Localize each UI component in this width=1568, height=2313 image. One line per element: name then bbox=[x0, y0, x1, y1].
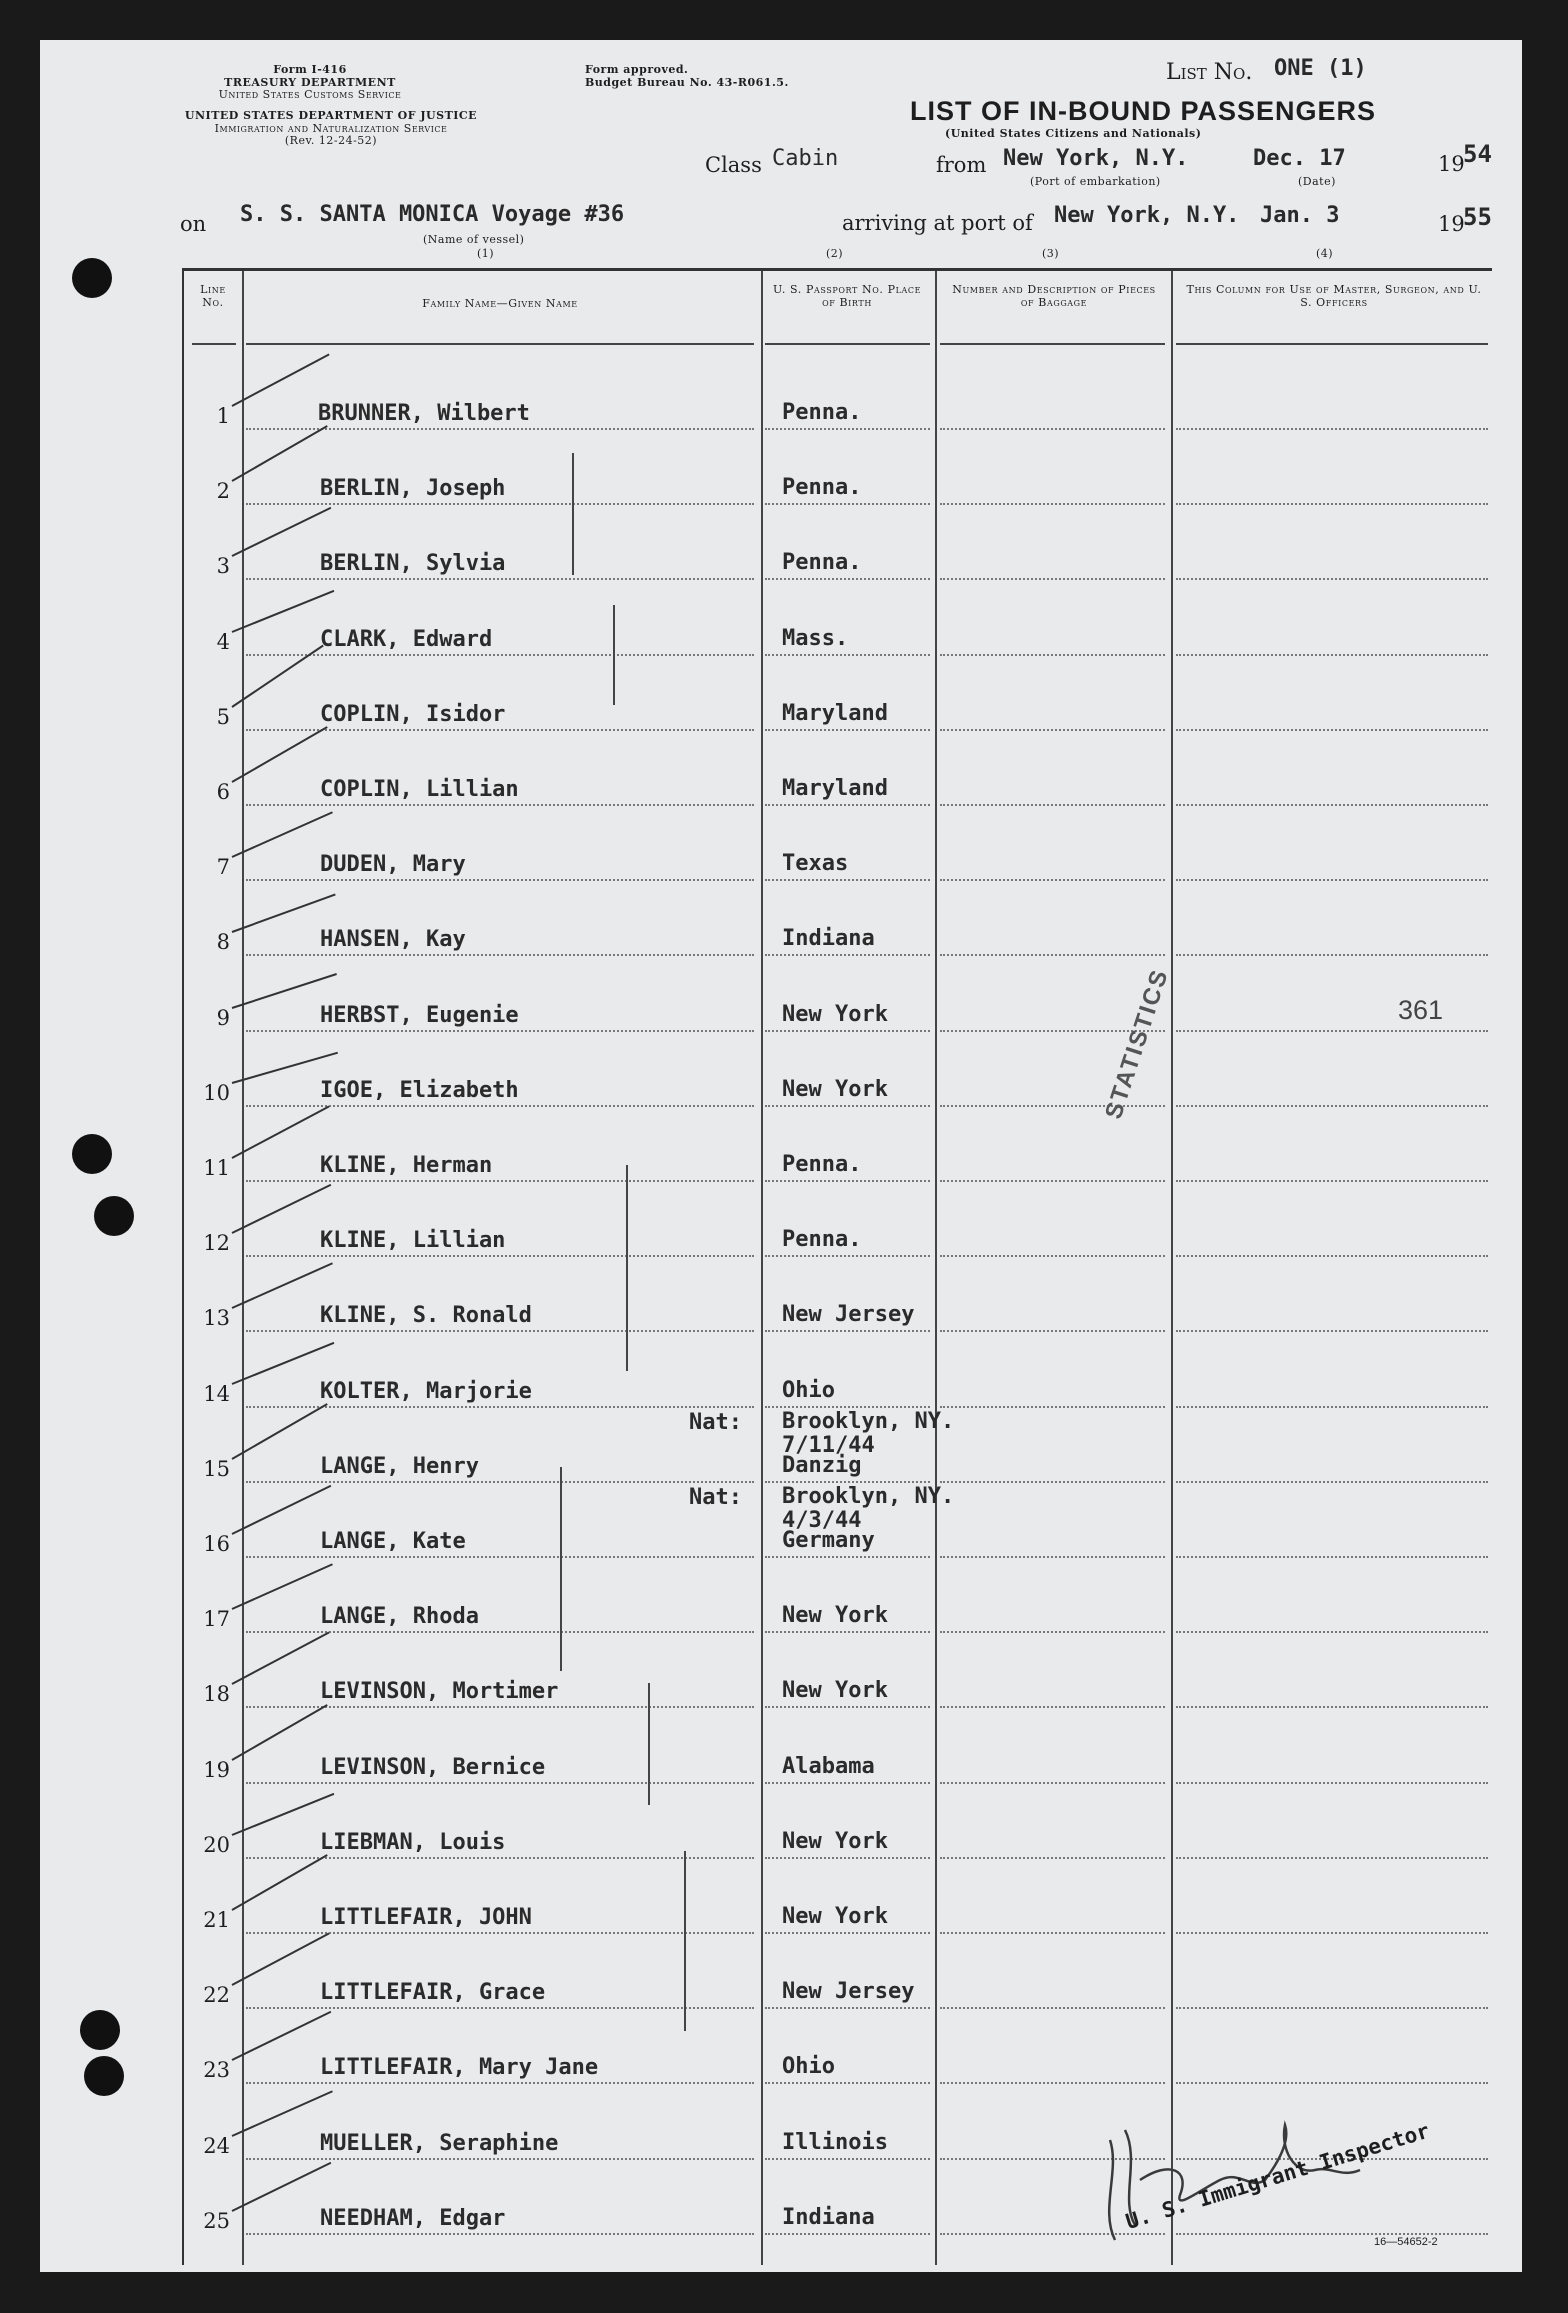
ins-service: Immigration and Naturalization Service bbox=[214, 121, 448, 135]
table-row bbox=[184, 430, 1492, 505]
arrival-year-prefix: 19 bbox=[1438, 212, 1465, 236]
treasury-dept: TREASURY DEPARTMENT bbox=[224, 75, 396, 89]
passenger-name: HANSEN, Kay bbox=[320, 927, 466, 953]
check-mark bbox=[232, 1485, 332, 1535]
approval-block bbox=[585, 64, 789, 89]
place-of-birth: Penna. bbox=[782, 475, 862, 501]
passenger-name: LEVINSON, Mortimer bbox=[320, 1679, 559, 1705]
place-of-birth: New York bbox=[782, 1904, 888, 1929]
revision: (Rev. 12-24-52) bbox=[284, 134, 378, 148]
table-row bbox=[184, 355, 1492, 430]
family-bracket bbox=[626, 1165, 628, 1371]
table-row bbox=[184, 656, 1492, 731]
check-mark bbox=[232, 507, 332, 557]
place-of-birth: Penna. bbox=[782, 550, 862, 576]
from-year-prefix: 19 bbox=[1438, 152, 1465, 176]
place-of-birth: Texas bbox=[782, 851, 849, 877]
passenger-name: LANGE, Kate bbox=[320, 1529, 466, 1554]
caption-3: (3) bbox=[1042, 247, 1060, 260]
line-number: 11 bbox=[203, 1156, 230, 1180]
check-mark bbox=[232, 2162, 332, 2212]
line-number: 1 bbox=[216, 404, 230, 428]
naturalization-label: Nat: bbox=[689, 1409, 742, 1435]
line-number: 16 bbox=[203, 1532, 230, 1556]
place-of-birth: Penna. bbox=[782, 1227, 862, 1253]
table-row bbox=[184, 1558, 1492, 1633]
table-row bbox=[184, 1633, 1492, 1708]
table-row bbox=[184, 1784, 1492, 1859]
line-number: 12 bbox=[203, 1231, 230, 1256]
table-row bbox=[184, 1333, 1492, 1408]
line-number: 7 bbox=[216, 855, 230, 880]
caption-2: (2) bbox=[826, 247, 844, 260]
line-number: 22 bbox=[203, 1983, 230, 2008]
place-of-birth: Penna. bbox=[782, 400, 862, 425]
line-number: 6 bbox=[216, 780, 230, 804]
check-mark bbox=[232, 1341, 335, 1384]
line-number: 9 bbox=[216, 1005, 230, 1030]
passenger-name: COPLIN, Isidor bbox=[320, 701, 506, 727]
customs-service: United States Customs Service bbox=[218, 88, 402, 102]
family-bracket bbox=[648, 1683, 650, 1805]
on-label: on bbox=[180, 212, 207, 236]
arrival-year: 55 bbox=[1463, 203, 1492, 231]
statistics-stamp: STATISTICS bbox=[1100, 965, 1175, 1123]
check-mark bbox=[232, 1933, 330, 1986]
passenger-name: NEEDHAM, Edgar bbox=[320, 2205, 506, 2231]
place-of-birth: Penna. bbox=[782, 1152, 862, 1177]
manifest-page bbox=[40, 40, 1522, 2272]
table-row bbox=[184, 881, 1492, 956]
naturalization-date: 4/3/44 bbox=[782, 1508, 862, 1533]
table-row bbox=[184, 1257, 1492, 1332]
passenger-name: LIEBMAN, Louis bbox=[320, 1829, 506, 1855]
table-row bbox=[184, 806, 1492, 881]
col-header-officers: This Column for Use of Master, Surgeon, and U. S. Officers bbox=[1186, 283, 1482, 310]
line-number: 14 bbox=[203, 1381, 230, 1406]
check-mark bbox=[232, 1632, 330, 1685]
passenger-name: LITTLEFAIR, Grace bbox=[320, 1980, 546, 2006]
table-row bbox=[184, 1483, 1492, 1558]
passenger-name: BERLIN, Joseph bbox=[320, 476, 506, 502]
line-number: 21 bbox=[203, 1908, 230, 1932]
check-mark bbox=[232, 2011, 332, 2061]
naturalization-date: 7/11/44 bbox=[782, 1432, 875, 1458]
line-number: 19 bbox=[203, 1757, 230, 1782]
col-header-baggage: Number and Description of Pieces of Baggage bbox=[952, 283, 1156, 310]
form-approved: Form approved. bbox=[585, 63, 689, 76]
check-mark bbox=[232, 726, 328, 783]
passenger-name: MUELLER, Seraphine bbox=[320, 2130, 559, 2156]
check-mark bbox=[232, 1854, 328, 1911]
check-mark bbox=[232, 589, 335, 632]
officer-note: 361 bbox=[1398, 994, 1444, 1025]
check-mark bbox=[232, 1184, 332, 1234]
check-mark bbox=[232, 1564, 333, 1611]
place-of-birth: Indiana bbox=[782, 926, 875, 952]
manifest-subtitle: (United States Citizens and Nationals) bbox=[945, 127, 1202, 140]
check-mark bbox=[232, 1105, 330, 1158]
inspector-caption: U. S. Immigrant Inspector bbox=[1122, 2118, 1433, 2234]
from-year: 54 bbox=[1463, 140, 1492, 168]
table-row bbox=[184, 1408, 1492, 1483]
naturalization-place: Brooklyn, NY. bbox=[782, 1408, 955, 1434]
place-of-birth: Alabama bbox=[782, 1753, 875, 1779]
class-label: Class bbox=[705, 153, 762, 177]
place-of-birth: Indiana bbox=[782, 2204, 875, 2230]
place-of-birth: New York bbox=[782, 1603, 888, 1629]
line-number: 18 bbox=[203, 1682, 230, 1707]
place-of-birth: New York bbox=[782, 1678, 888, 1704]
check-mark bbox=[232, 1704, 328, 1761]
naturalization-label: Nat: bbox=[689, 1485, 742, 1510]
place-of-birth: Maryland bbox=[782, 776, 888, 801]
passenger-name: BRUNNER, Wilbert bbox=[318, 401, 530, 426]
passenger-name: COPLIN, Lillian bbox=[320, 777, 519, 802]
list-no-value: ONE (1) bbox=[1274, 56, 1367, 81]
line-number: 24 bbox=[203, 2133, 230, 2158]
line-number: 13 bbox=[203, 1306, 230, 1331]
place-of-birth: Ohio bbox=[782, 1377, 835, 1403]
justice-block bbox=[176, 110, 486, 148]
place-of-birth: Maryland bbox=[782, 700, 888, 726]
line-number: 15 bbox=[203, 1456, 230, 1481]
place-of-birth: New York bbox=[782, 1076, 888, 1102]
line-number: 25 bbox=[203, 2208, 230, 2233]
line-number: 2 bbox=[216, 479, 230, 504]
place-of-birth: New York bbox=[782, 1001, 888, 1027]
table-row bbox=[184, 581, 1492, 656]
date-caption: (Date) bbox=[1298, 175, 1336, 188]
passenger-name: KLINE, Lillian bbox=[320, 1228, 506, 1254]
place-of-birth: Ohio bbox=[782, 2054, 835, 2080]
line-number: 5 bbox=[216, 704, 230, 729]
passenger-name: KLINE, S. Ronald bbox=[320, 1303, 532, 1329]
passenger-name: BERLIN, Sylvia bbox=[320, 551, 506, 577]
check-mark bbox=[232, 1403, 328, 1460]
manifest-title: LIST OF IN-BOUND PASSENGERS bbox=[910, 96, 1377, 126]
passenger-name: LANGE, Henry bbox=[320, 1453, 479, 1479]
arrival-port: New York, N.Y. bbox=[1054, 203, 1240, 228]
passenger-name: LITTLEFAIR, JOHN bbox=[320, 1905, 532, 1930]
from-label: from bbox=[936, 153, 987, 177]
punch-hole bbox=[94, 1196, 134, 1236]
table-row bbox=[184, 731, 1492, 806]
col-header-line-no: Line No. bbox=[200, 283, 226, 310]
place-of-birth: New Jersey bbox=[782, 1302, 915, 1328]
passenger-name: KOLTER, Marjorie bbox=[320, 1378, 532, 1404]
table-row bbox=[184, 1934, 1492, 2009]
from-port: New York, N.Y. bbox=[1003, 146, 1189, 171]
table-row bbox=[184, 1032, 1492, 1107]
line-number: 3 bbox=[216, 554, 230, 579]
check-mark bbox=[232, 353, 330, 406]
passenger-name: DUDEN, Mary bbox=[320, 852, 466, 878]
port-caption: (Port of embarkation) bbox=[1030, 175, 1161, 188]
check-mark bbox=[232, 2090, 333, 2137]
place-of-birth: Danzig bbox=[782, 1452, 862, 1478]
family-bracket bbox=[613, 605, 615, 705]
line-number: 20 bbox=[203, 1832, 230, 1857]
table-row bbox=[184, 957, 1492, 1032]
naturalization-place: Brooklyn, NY. bbox=[782, 1484, 955, 1509]
passenger-name: HERBST, Eugenie bbox=[320, 1002, 519, 1028]
table-row bbox=[184, 1709, 1492, 1784]
vessel-caption: (Name of vessel) bbox=[423, 233, 525, 246]
table-row bbox=[184, 2009, 1492, 2084]
form-number: Form I-416 bbox=[273, 63, 347, 76]
place-of-birth: Illinois bbox=[782, 2129, 888, 2155]
line-number: 23 bbox=[203, 2058, 230, 2083]
check-mark bbox=[232, 425, 328, 482]
punch-hole bbox=[80, 2010, 120, 2050]
passenger-name: CLARK, Edward bbox=[320, 626, 493, 652]
passenger-name: LANGE, Rhoda bbox=[320, 1604, 479, 1630]
family-bracket bbox=[684, 1851, 686, 2031]
vessel-name: S. S. SANTA MONICA Voyage #36 bbox=[240, 202, 625, 227]
justice-dept: UNITED STATES DEPARTMENT OF JUSTICE bbox=[184, 109, 478, 122]
punch-hole bbox=[72, 1134, 112, 1174]
line-number: 4 bbox=[216, 629, 230, 654]
col-header-passport: U. S. Passport No. Place of Birth bbox=[772, 283, 922, 310]
check-mark bbox=[232, 1263, 333, 1310]
family-bracket bbox=[572, 453, 574, 575]
arriving-label: arriving at port of bbox=[842, 211, 1033, 235]
place-of-birth: Mass. bbox=[782, 625, 849, 651]
caption-4: (4) bbox=[1316, 247, 1334, 260]
form-info-block bbox=[180, 64, 440, 102]
place-of-birth: Germany bbox=[782, 1528, 875, 1553]
passenger-name: LITTLEFAIR, Mary Jane bbox=[320, 2055, 599, 2081]
line-number: 10 bbox=[203, 1080, 230, 1105]
punch-hole bbox=[72, 258, 112, 298]
table-row bbox=[184, 1107, 1492, 1182]
passenger-name: KLINE, Herman bbox=[320, 1153, 493, 1178]
punch-hole bbox=[84, 2056, 124, 2096]
from-date: Dec. 17 bbox=[1253, 146, 1346, 171]
footer-code: 16—54652-2 bbox=[1374, 2236, 1438, 2248]
arrival-date: Jan. 3 bbox=[1260, 203, 1340, 228]
line-number: 17 bbox=[203, 1607, 230, 1632]
col-header-name: Family Name—Given Name bbox=[422, 297, 578, 310]
table-row bbox=[184, 1182, 1492, 1257]
class-value: Cabin bbox=[772, 146, 839, 171]
passenger-table bbox=[182, 268, 1492, 2265]
table-row bbox=[184, 505, 1492, 580]
place-of-birth: New Jersey bbox=[782, 1979, 915, 2005]
budget-bureau: Budget Bureau No. 43-R061.5. bbox=[585, 75, 789, 89]
caption-1: (1) bbox=[477, 247, 495, 260]
check-mark bbox=[232, 1793, 335, 1836]
family-bracket bbox=[560, 1467, 562, 1671]
passenger-name: LEVINSON, Bernice bbox=[320, 1754, 546, 1780]
table-row bbox=[184, 1859, 1492, 1934]
passenger-name: IGOE, Elizabeth bbox=[320, 1077, 519, 1103]
check-mark bbox=[232, 812, 333, 859]
place-of-birth: New York bbox=[782, 1828, 888, 1854]
line-number: 8 bbox=[216, 930, 230, 955]
list-no-label: List No. bbox=[1166, 60, 1253, 85]
